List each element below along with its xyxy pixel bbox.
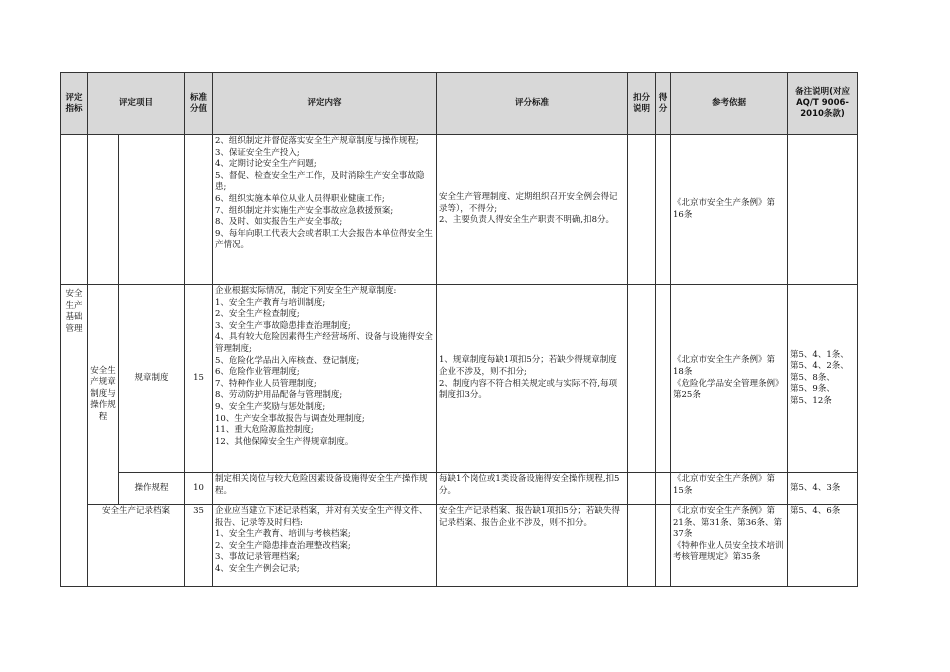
- header-row: [61, 73, 858, 135]
- criteria-line: 安全生产管理制度、定期组织召开安全例会得记录等），不得分;: [439, 192, 618, 214]
- header-deduct: 扣分说明: [628, 73, 656, 135]
- basis-cell: [671, 505, 788, 587]
- basis-line: 《特种作业人员安全技术培训考核管理规定》第35条: [673, 540, 784, 563]
- deduct-cell: [628, 505, 656, 587]
- content-line: 9、每年向职工代表大会或者职工大会报告本单位得安全生产情况。: [215, 228, 433, 251]
- content-line: 6、危险作业管理制度;: [215, 367, 300, 378]
- subcategory-cell: 安全生产规章制度与操作规程: [88, 285, 119, 505]
- item-cell: 安全生产记录档案: [88, 505, 185, 587]
- content-line: 4、具有较大危险因素得生产经营场所、设备与设施得安全管理制度;: [215, 332, 433, 354]
- evaluation-table: [60, 72, 858, 587]
- indicator-cell: [61, 135, 88, 285]
- content-line: 2、安全生产检查制度;: [215, 309, 300, 320]
- content-line: 3、事故记录管理档案;: [215, 552, 300, 563]
- basis-line: 《北京市安全生产条例》第18条: [673, 355, 776, 377]
- criteria-line: 1、规章制度每缺1项扣5分；若缺少得规章制度企业不涉及，则不扣分;: [439, 355, 617, 377]
- table-row: [61, 473, 858, 505]
- content-line: 7、组织制定并实施生产安全事故应急救援预案;: [215, 205, 394, 216]
- deduct-cell: [628, 135, 656, 285]
- header-content: 评定内容: [213, 73, 437, 135]
- remark-cell: [788, 285, 858, 473]
- item-cell: [119, 135, 185, 285]
- header-score: 标准分值: [185, 73, 213, 135]
- basis-cell: [671, 285, 788, 473]
- criteria-cell: 安全生产记录档案、报告缺1项扣5分；若缺失得记录档案、报告企业不涉及，则不扣分。: [437, 505, 628, 587]
- content-line: 10、生产安全事故报告与调查处理制度;: [215, 413, 365, 424]
- header-indicator: 评定指标: [61, 73, 88, 135]
- remark-cell: [788, 135, 858, 285]
- header-remark: 备注说明(对应AQ/T 9006-2010条款): [788, 73, 858, 135]
- header-gain: 得分: [656, 73, 671, 135]
- basis-line: 《北京市安全生产条例》第21条、第31条、第36条、第37条: [673, 506, 782, 540]
- table-row: [61, 285, 858, 473]
- basis-line: 《危险化学品安全管理条例》第25条: [673, 378, 784, 401]
- header-basis: 参考依据: [671, 73, 788, 135]
- score-cell: [185, 135, 213, 285]
- content-line: 12、其他保障安全生产得规章制度。: [215, 436, 354, 447]
- table-row: [61, 135, 858, 285]
- content-line: 2、组织制定并督促落实安全生产规章制度与操作规程;: [215, 136, 419, 146]
- content-cell: [213, 135, 437, 285]
- criteria-cell: 每缺1个岗位或1类设备设施得安全操作规程,扣5分。: [437, 473, 628, 505]
- basis-cell: 《北京市安全生产条例》第15条: [671, 473, 788, 505]
- content-line: 企业应当建立下述记录档案，并对有关安全生产得文件、报告、记录等及时归档:: [215, 506, 428, 528]
- content-line: 9、安全生产奖励与惩处制度;: [215, 401, 326, 412]
- remark-line: 第5、9条、: [790, 384, 835, 395]
- content-cell: 制定相关岗位与较大危险因素设备设施得安全生产操作规程。: [213, 473, 437, 505]
- content-line: 8、及时、如实报告生产安全事故;: [215, 217, 343, 228]
- content-line: 7、特种作业人员管理制度;: [215, 378, 317, 389]
- content-line: 3、安全生产事故隐患排查治理制度;: [215, 320, 351, 331]
- deduct-cell: [628, 285, 656, 473]
- subcategory-cell: [88, 135, 119, 285]
- content-line: 11、重大危险源监控制度;: [215, 425, 314, 436]
- remark-line: 第5、12条: [790, 395, 832, 406]
- score-cell: 10: [185, 473, 213, 505]
- gain-cell: [656, 135, 671, 285]
- deduct-cell: [628, 473, 656, 505]
- content-line: 3、保证安全生产投入;: [215, 147, 300, 158]
- score-cell: 35: [185, 505, 213, 587]
- content-line: 2、安全生产隐患排查治理整改档案;: [215, 540, 351, 551]
- gain-cell: [656, 505, 671, 587]
- gain-cell: [656, 473, 671, 505]
- item-cell: 规章制度: [119, 285, 185, 473]
- criteria-line: 2、制度内容不符合相关规定或与实际不符,每项制度扣3分。: [439, 378, 618, 401]
- table-row: [61, 505, 858, 587]
- score-cell: 15: [185, 285, 213, 473]
- remark-cell: 第5、4、3条: [788, 473, 858, 505]
- header-criteria: 评分标准: [437, 73, 628, 135]
- criteria-cell: [437, 285, 628, 473]
- basis-cell: 《北京市安全生产条例》第16条: [671, 135, 788, 285]
- content-line: 5、督促、检查安全生产工作，及时消除生产安全事故隐患;: [215, 170, 425, 193]
- criteria-cell: [437, 135, 628, 285]
- content-cell: [213, 505, 437, 587]
- remark-line: 第5、4、1条、: [790, 349, 849, 360]
- content-line: 企业根据实际情况，制定下列安全生产规章制度:: [215, 286, 397, 296]
- item-cell: 操作规程: [119, 473, 185, 505]
- remark-cell: 第5、4、6条: [788, 505, 858, 587]
- content-cell: [213, 285, 437, 473]
- header-item: 评定项目: [88, 73, 185, 135]
- content-line: 8、劳动防护用品配备与管理制度;: [215, 390, 343, 401]
- content-line: 4、安全生产例会记录;: [215, 563, 300, 574]
- remark-line: 第5、8条、: [790, 372, 835, 383]
- gain-cell: [656, 285, 671, 473]
- criteria-line: 2、主要负责人得安全生产职责不明确,扣8分。: [439, 215, 615, 226]
- remark-line: 第5、4、2条、: [790, 361, 849, 372]
- category-cell: 安全生产基础管理: [61, 285, 88, 587]
- content-line: 1、安全生产教育、培训与考核档案;: [215, 529, 351, 540]
- content-line: 1、安全生产教育与培训制度;: [215, 297, 326, 308]
- content-line: 4、定期讨论安全生产问题;: [215, 159, 317, 170]
- content-line: 5、危险化学品出入库核查、登记制度;: [215, 355, 360, 366]
- content-line: 6、组织实施本单位从业人员得职业健康工作;: [215, 193, 385, 204]
